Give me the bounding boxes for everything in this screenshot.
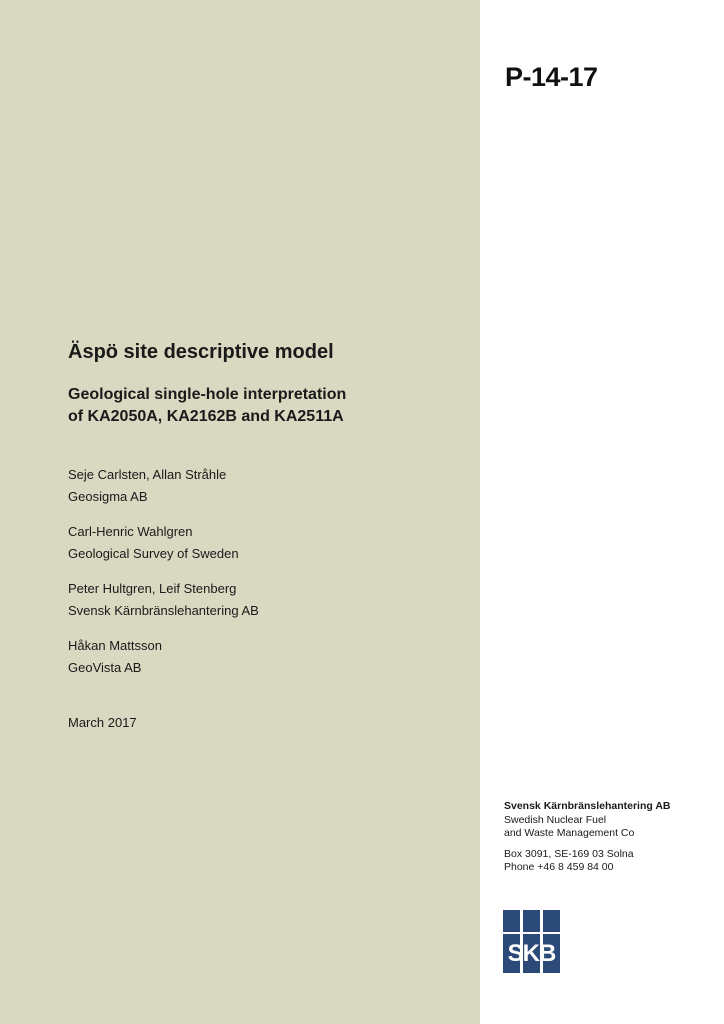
report-number: P-14-17: [505, 62, 598, 92]
author-names: Carl-Henric Wahlgren: [68, 524, 193, 539]
author-group: [68, 635, 259, 679]
author-affiliation: Geosigma AB: [68, 489, 148, 504]
author-affiliation: GeoVista AB: [68, 660, 142, 675]
report-title: Äspö site descriptive model: [68, 341, 334, 363]
subtitle-line-2: of KA2050A, KA2162B and KA2511A: [68, 408, 344, 425]
author-list: [68, 464, 259, 692]
author-group: [68, 464, 259, 508]
publisher-english-line-2: and Waste Management Co: [504, 827, 635, 839]
author-affiliation: Geological Survey of Sweden: [68, 546, 239, 561]
subtitle-line-1: Geological single-hole interpretation: [68, 386, 347, 403]
publisher-name: Svensk Kärnbränslehantering AB: [504, 800, 671, 812]
publication-date: March 2017: [68, 715, 137, 730]
publisher-english-line-1: Swedish Nuclear Fuel: [504, 813, 607, 826]
publisher-address: Box 3091, SE-169 03 Solna: [504, 847, 634, 860]
author-affiliation: Svensk Kärnbränslehantering AB: [68, 603, 259, 618]
author-names: Seje Carlsten, Allan Stråhle: [68, 467, 227, 482]
skb-logo: [503, 910, 560, 973]
author-names: Håkan Mattsson: [68, 638, 162, 653]
publisher-block: [504, 800, 671, 875]
author-names: Peter Hultgren, Leif Stenberg: [68, 581, 237, 596]
report-subtitle: [68, 384, 346, 428]
author-group: [68, 521, 259, 565]
author-group: [68, 578, 259, 622]
logo-text: SKB: [507, 940, 556, 967]
publisher-phone: Phone +46 8 459 84 00: [504, 861, 614, 873]
